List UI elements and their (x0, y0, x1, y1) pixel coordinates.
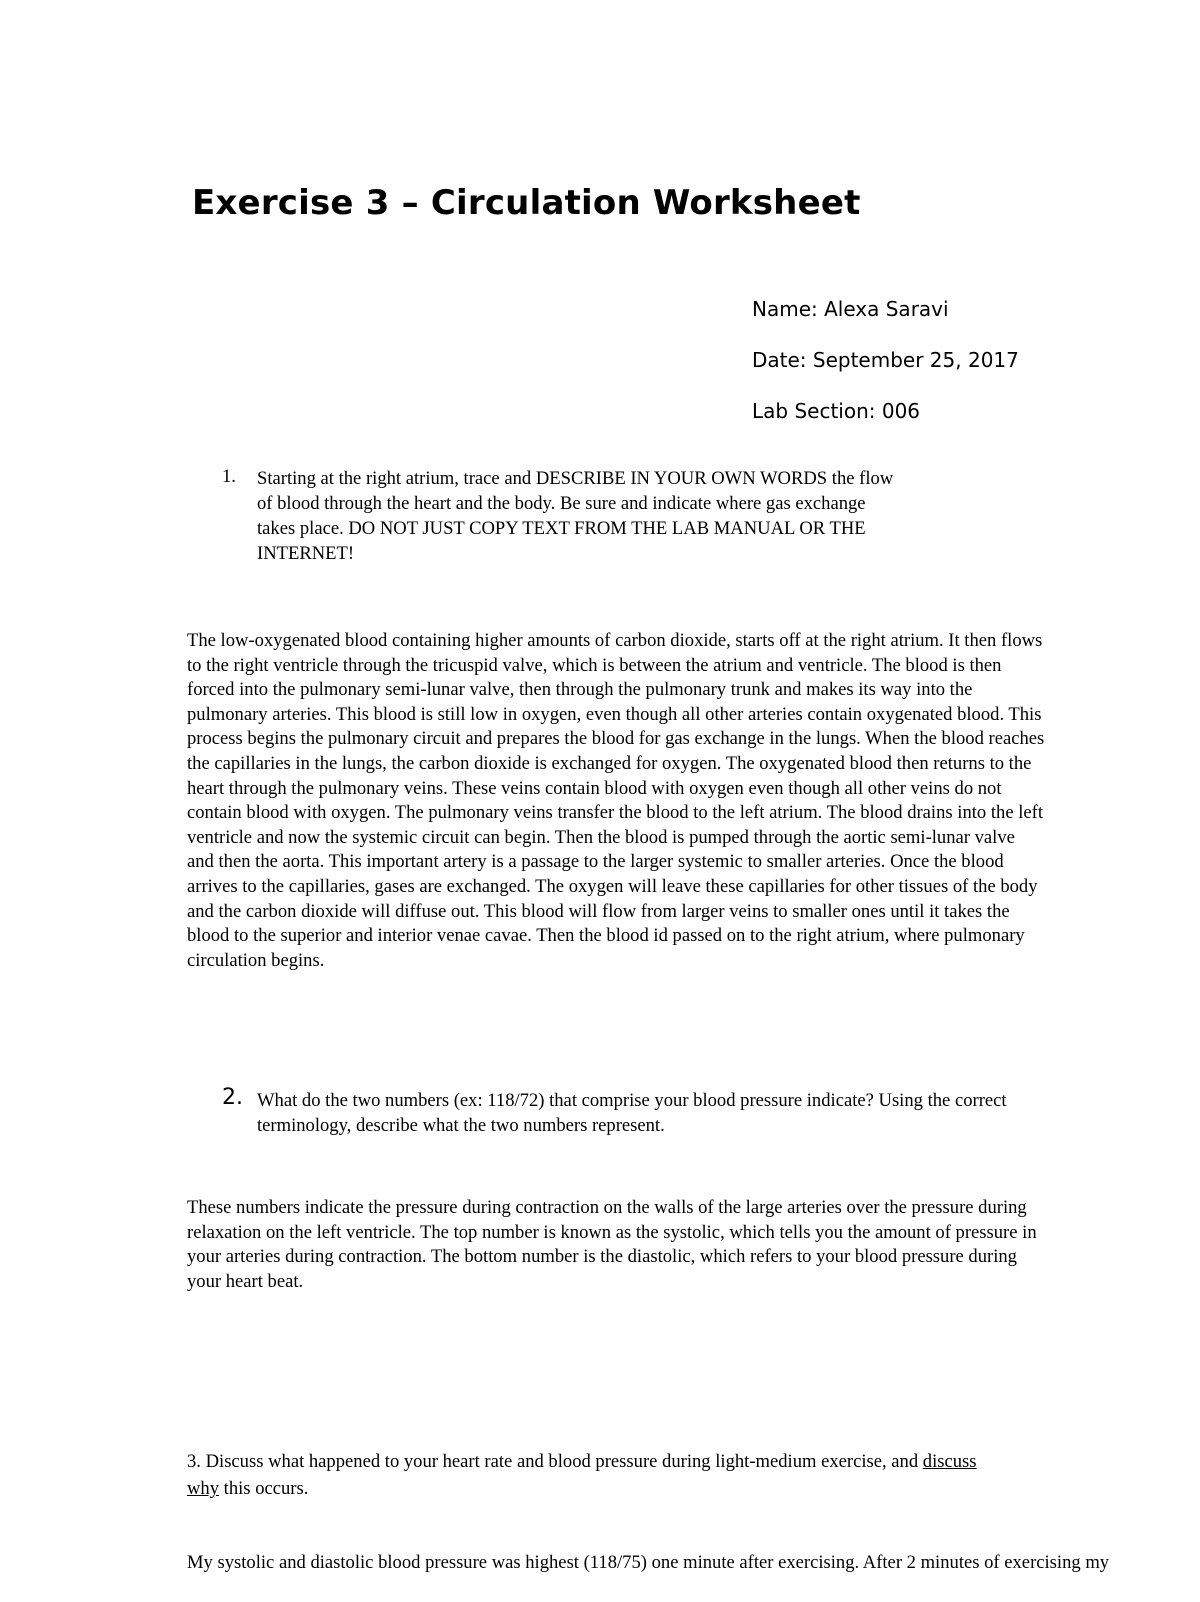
answer-2-line: relaxation on the left ventricle. The top number is known as the systolic, which tells you the amount of pressure in (187, 1221, 1037, 1243)
question-3-text (187, 1448, 977, 1502)
question-2-line: terminology, describe what the two numbers represent. (257, 1115, 665, 1136)
answer-1-line: process begins the pulmonary circuit and prepares the blood for gas exchange in the lungs. When the blood reaches (187, 728, 1045, 750)
question-2-text (257, 1088, 1047, 1138)
answer-2-line: These numbers indicate the pressure during contraction on the walls of the large arteries over the pressure during (187, 1197, 1027, 1218)
question-1-number: 1. (222, 466, 236, 487)
student-name: Name: Alexa Saravi (752, 297, 949, 321)
lab-section: Lab Section: 006 (752, 399, 921, 423)
answer-2 (187, 1196, 1187, 1294)
page-title: Exercise 3 – Circulation Worksheet (192, 183, 861, 223)
question-1-line: INTERNET! (257, 543, 355, 564)
question-3-line (187, 1448, 977, 1475)
answer-1-line: blood to the superior and interior venae cavae. Then the blood id passed on to the right atrium, where pulmonary (187, 925, 1025, 947)
answer-1-line: the capillaries in the lungs, the carbon dioxide is exchanged for oxygen. The oxygenated blood then returns to the (187, 752, 1032, 774)
question-3-emphasis: why (187, 1478, 220, 1499)
question-3-prompt: this occurs. (219, 1478, 309, 1499)
question-2-number: 2. (222, 1085, 243, 1110)
answer-1-line: and the carbon dioxide will diffuse out. This blood will flow from larger veins to smaller ones until it takes the (187, 900, 1010, 922)
answer-1-line: contain blood with oxygen. The pulmonary veins transfer the blood to the left atrium. The blood drains into the left (187, 802, 1043, 824)
question-3-emphasis: discuss (922, 1451, 977, 1472)
answer-1-line: The low-oxygenated blood containing higher amounts of carbon dioxide, starts off at the right atrium. It then flows (187, 630, 1043, 651)
answer-1-line: heart through the pulmonary veins. These veins contain blood with oxygen even though all other veins do not (187, 777, 1002, 799)
answer-2-line: your heart beat. (187, 1270, 304, 1292)
question-3-prompt: 3. Discuss what happened to your heart rate and blood pressure during light-medium exercise, and (187, 1451, 923, 1472)
question-1-line: Starting at the right atrium, trace and DESCRIBE IN YOUR OWN WORDS the flow (257, 468, 894, 489)
answer-1 (187, 629, 1187, 973)
answer-1-line: and then the aorta. This important artery is a passage to the larger systemic to smaller arteries. Once the blood (187, 851, 1004, 873)
answer-3-line: My systolic and diastolic blood pressure was highest (118/75) one minute after exercising. After 2 minutes of exercising my (187, 1552, 1110, 1573)
worksheet-date: Date: September 25, 2017 (752, 348, 1019, 372)
answer-2-line: your arteries during contraction. The bottom number is the diastolic, which refers to your blood pressure during (187, 1246, 1017, 1268)
question-1-text (257, 466, 1047, 566)
question-1-line: of blood through the heart and the body. Be sure and indicate where gas exchange (257, 493, 866, 514)
answer-1-line: arrives to the capillaries, gases are exchanged. The oxygen will leave these capillaries for other tissues of the body (187, 875, 1038, 897)
question-1-line: takes place. DO NOT JUST COPY TEXT FROM THE LAB MANUAL OR THE (257, 518, 866, 539)
question-2-line: What do the two numbers (ex: 118/72) that comprise your blood pressure indicate? Using the correct (257, 1090, 1007, 1111)
question-3-line (187, 1475, 977, 1502)
answer-1-line: forced into the pulmonary semi-lunar valve, then through the pulmonary trunk and makes its way into the (187, 679, 973, 701)
answer-1-line: pulmonary arteries. This blood is still low in oxygen, even though all other arteries contain oxygenated blood. This (187, 703, 1042, 725)
answer-1-line: circulation begins. (187, 949, 325, 971)
answer-1-line: to the right ventricle through the tricuspid valve, which is between the atrium and ventricle. The blood is then (187, 654, 1002, 676)
answer-1-line: ventricle and now the systemic circuit can begin. Then the blood is pumped through the aortic semi-lunar valve (187, 826, 1015, 848)
